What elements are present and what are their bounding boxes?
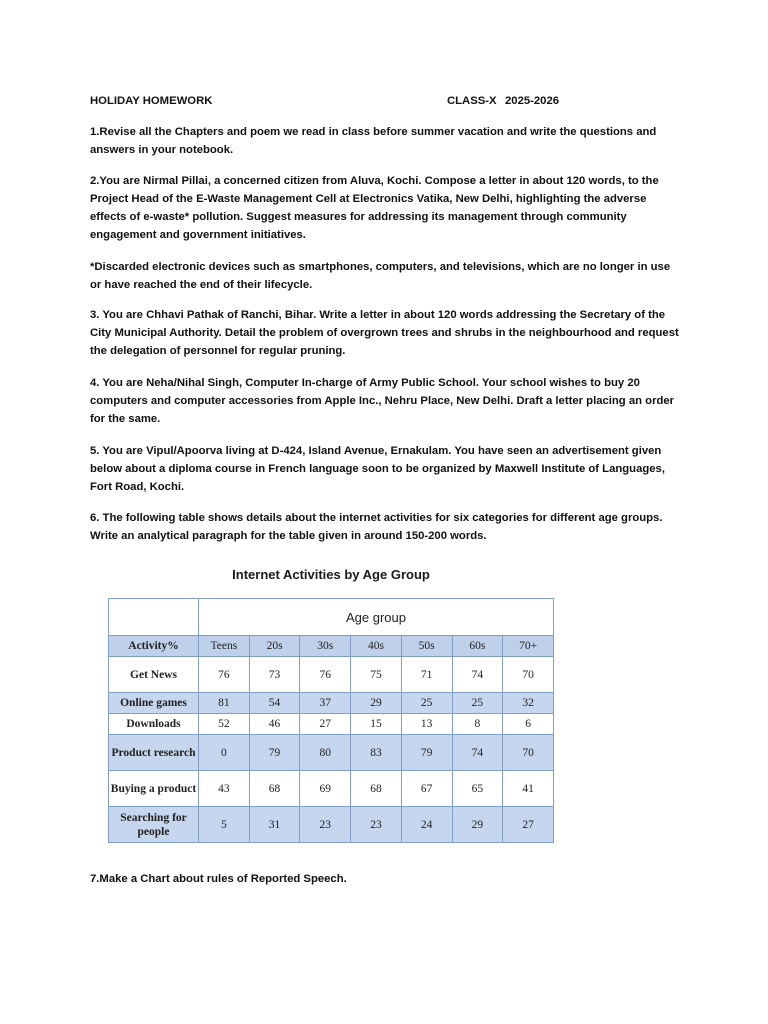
table-cell: 27 — [300, 714, 351, 735]
column-header: Teens — [199, 636, 250, 657]
table-cell: 70 — [503, 735, 554, 771]
table-cell: 83 — [351, 735, 402, 771]
table-cell: 79 — [401, 735, 452, 771]
activity-label: Product research — [109, 735, 199, 771]
table-cell: 74 — [452, 735, 503, 771]
table-cell: 80 — [300, 735, 351, 771]
table-cell: 29 — [452, 807, 503, 843]
question-4: 4. You are Neha/Nihal Singh, Computer In-charge of Army Public School. Your school wishes to buy 20 computers and computer accessories from Apple Inc., Nehru Place, New Delhi. Draft a letter placing an order for the same. — [90, 377, 675, 425]
table-cell: 68 — [249, 771, 300, 807]
table-cell: 68 — [351, 771, 402, 807]
question-3: 3. You are Chhavi Pathak of Ranchi, Bihar. Write a letter in about 120 words addressing the Secretary of the City Municipal Authority. Detail the problem of overgrown trees and shrubs in the neighbourhood and request the delegation of personnel for regular pruning. — [90, 309, 679, 357]
table-cell: 24 — [401, 807, 452, 843]
table-cell: 8 — [452, 714, 503, 735]
table-cell: 71 — [401, 657, 452, 693]
table-cell: 73 — [249, 657, 300, 693]
table-row — [109, 807, 554, 843]
table-cell: 69 — [300, 771, 351, 807]
question-7: 7.Make a Chart about rules of Reported Speech. — [90, 873, 347, 885]
table-cell: 79 — [249, 735, 300, 771]
table-title: Internet Activities by Age Group — [232, 567, 430, 582]
table-cell: 5 — [199, 807, 250, 843]
column-header: 30s — [300, 636, 351, 657]
internet-activities-table — [108, 598, 554, 843]
column-header: 20s — [249, 636, 300, 657]
table-cell: 13 — [401, 714, 452, 735]
session-year: 2025-2026 — [505, 95, 560, 107]
table-cell: 52 — [199, 714, 250, 735]
table-cell: 32 — [503, 693, 554, 714]
table-group-header-row — [109, 599, 554, 636]
question-6: 6. The following table shows details about the internet activities for six categories for different age groups. Write an analytical paragraph for the table given in around 150-200 words. — [90, 512, 663, 542]
table-row — [109, 657, 554, 693]
age-group-label: Age group — [199, 599, 554, 636]
table-cell: 0 — [199, 735, 250, 771]
table-row — [109, 735, 554, 771]
table-header-row — [109, 636, 554, 657]
activity-label: Searching for people — [109, 807, 199, 843]
activity-label: Downloads — [109, 714, 199, 735]
question-5: 5. You are Vipul/Apoorva living at D-424, Island Avenue, Ernakulam. You have seen an advertisement given below about a diploma course in French language soon to be organized by Maxwell Institute of Languages, Fort Road, Kochi. — [90, 445, 665, 493]
activity-column-header: Activity% — [109, 636, 199, 657]
e-waste-footnote: *Discarded electronic devices such as smartphones, computers, and televisions, which are no longer in use or have reached the end of their lifecycle. — [90, 261, 671, 291]
table-cell: 15 — [351, 714, 402, 735]
table-corner-blank — [109, 599, 199, 636]
class-label: CLASS-X — [447, 95, 497, 107]
document-header — [90, 92, 690, 110]
table-row — [109, 714, 554, 735]
homework-title: HOLIDAY HOMEWORK — [90, 95, 213, 107]
activity-label: Online games — [109, 693, 199, 714]
table-cell: 27 — [503, 807, 554, 843]
table-cell: 75 — [351, 657, 402, 693]
column-header: 70+ — [503, 636, 554, 657]
table-cell: 76 — [199, 657, 250, 693]
table-cell: 29 — [351, 693, 402, 714]
activity-label: Get News — [109, 657, 199, 693]
table-cell: 74 — [452, 657, 503, 693]
table-cell: 43 — [199, 771, 250, 807]
table-row — [109, 693, 554, 714]
column-header: 50s — [401, 636, 452, 657]
table-cell: 81 — [199, 693, 250, 714]
table-cell: 37 — [300, 693, 351, 714]
column-header: 60s — [452, 636, 503, 657]
table-cell: 23 — [351, 807, 402, 843]
table-cell: 54 — [249, 693, 300, 714]
question-1: 1.Revise all the Chapters and poem we read in class before summer vacation and write the questions and answers in your notebook. — [90, 126, 657, 156]
activity-label: Buying a product — [109, 771, 199, 807]
table-cell: 6 — [503, 714, 554, 735]
table-cell: 65 — [452, 771, 503, 807]
table-cell: 25 — [452, 693, 503, 714]
table-cell: 25 — [401, 693, 452, 714]
column-header: 40s — [351, 636, 402, 657]
table-cell: 46 — [249, 714, 300, 735]
table-cell: 23 — [300, 807, 351, 843]
table-cell: 67 — [401, 771, 452, 807]
table-cell: 76 — [300, 657, 351, 693]
table-cell: 70 — [503, 657, 554, 693]
table-cell: 41 — [503, 771, 554, 807]
question-2: 2.You are Nirmal Pillai, a concerned citizen from Aluva, Kochi. Compose a letter in about 120 words, to the Project Head of the E-Waste Management Cell at Electronics Vatika, New Delhi, highlighting the adverse effects of e-waste* pollution. Suggest measures for addressing its management through community engagement and government initiatives. — [90, 175, 659, 241]
table-row — [109, 771, 554, 807]
table-cell: 31 — [249, 807, 300, 843]
